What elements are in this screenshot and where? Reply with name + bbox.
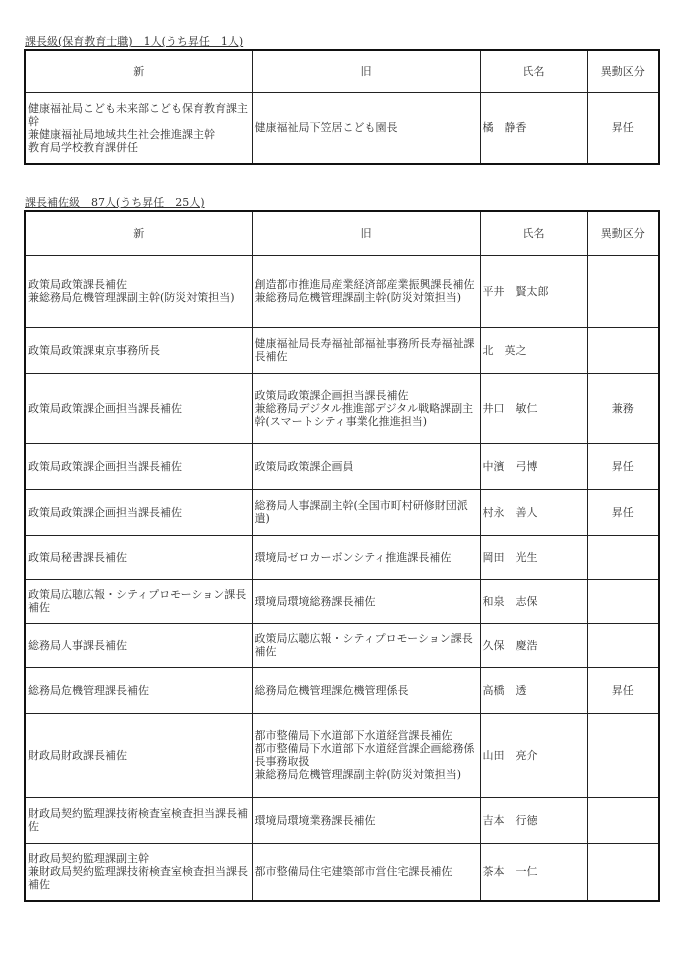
cell-old-position: 健康福祉局長寿福祉部福祉事務所長寿福祉課長補佐 xyxy=(252,327,480,373)
table-row xyxy=(25,623,659,667)
cell-transfer-type: 昇任 xyxy=(587,667,659,713)
cell-name: 高橋 透 xyxy=(480,667,587,713)
cell-transfer-type: 昇任 xyxy=(587,92,659,164)
cell-new-position: 総務局危機管理課長補佐 xyxy=(25,667,252,713)
cell-old-position: 都市整備局住宅建築部市営住宅課長補佐 xyxy=(252,843,480,901)
cell-transfer-type xyxy=(587,797,659,843)
cell-old-position: 創造都市推進局産業経済部産業振興課長補佐 兼総務局危機管理課副主幹(防災対策担当) xyxy=(252,255,480,327)
table-row xyxy=(25,92,659,164)
table-row xyxy=(25,797,659,843)
cell-transfer-type xyxy=(587,713,659,797)
table-row xyxy=(25,843,659,901)
cell-old-position: 環境局環境総務課長補佐 xyxy=(252,579,480,623)
section-title-section-chief: 課長級(保育教育士職) 1人(うち昇任 1人) xyxy=(25,35,244,48)
table-row xyxy=(25,373,659,443)
cell-new-position: 政策局政策課長補佐 兼総務局危機管理課副主幹(防災対策担当) xyxy=(25,255,252,327)
cell-name: 中濱 弓博 xyxy=(480,443,587,489)
cell-old-position: 健康福祉局下笠居こども園長 xyxy=(252,92,480,164)
section-title-assistant-chief: 課長補佐級 87人(うち昇任 25人) xyxy=(25,196,205,209)
column-header-new: 新 xyxy=(25,211,252,255)
table-row xyxy=(25,443,659,489)
cell-name: 平井 賢太郎 xyxy=(480,255,587,327)
column-header-type: 異動区分 xyxy=(587,50,659,92)
column-header-name: 氏名 xyxy=(480,211,587,255)
cell-new-position: 健康福祉局こども未来部こども保育教育課主幹 兼健康福祉局地域共生社会推進課主幹 教育局学校教育課併任 xyxy=(25,92,252,164)
cell-new-position: 政策局広聴広報・シティプロモーション課長補佐 xyxy=(25,579,252,623)
cell-name: 村永 善人 xyxy=(480,489,587,535)
cell-transfer-type: 昇任 xyxy=(587,489,659,535)
cell-new-position: 政策局秘書課長補佐 xyxy=(25,535,252,579)
cell-transfer-type xyxy=(587,327,659,373)
cell-name: 橘 静香 xyxy=(480,92,587,164)
personnel-table-assistant-chief xyxy=(24,210,660,902)
cell-name: 吉本 行徳 xyxy=(480,797,587,843)
cell-name: 山田 亮介 xyxy=(480,713,587,797)
cell-old-position: 総務局危機管理課危機管理係長 xyxy=(252,667,480,713)
cell-name: 井口 敏仁 xyxy=(480,373,587,443)
cell-transfer-type: 兼務 xyxy=(587,373,659,443)
cell-new-position: 財政局財政課長補佐 xyxy=(25,713,252,797)
cell-old-position: 総務局人事課副主幹(全国市町村研修財団派遣) xyxy=(252,489,480,535)
personnel-table-section-chief xyxy=(24,49,660,165)
column-header-new: 新 xyxy=(25,50,252,92)
table-row xyxy=(25,535,659,579)
cell-new-position: 財政局契約監理課技術検査室検査担当課長補佐 xyxy=(25,797,252,843)
table-row xyxy=(25,579,659,623)
cell-name: 久保 慶浩 xyxy=(480,623,587,667)
column-header-old: 旧 xyxy=(252,211,480,255)
cell-new-position: 政策局政策課企画担当課長補佐 xyxy=(25,373,252,443)
cell-name: 茶本 一仁 xyxy=(480,843,587,901)
table-row xyxy=(25,255,659,327)
table-row xyxy=(25,489,659,535)
cell-old-position: 環境局ゼロカーボンシティ推進課長補佐 xyxy=(252,535,480,579)
table-header-row xyxy=(25,211,659,255)
cell-new-position: 政策局政策課企画担当課長補佐 xyxy=(25,443,252,489)
cell-new-position: 財政局契約監理課副主幹 兼財政局契約監理課技術検査室検査担当課長補佐 xyxy=(25,843,252,901)
cell-transfer-type xyxy=(587,843,659,901)
cell-old-position: 環境局環境業務課長補佐 xyxy=(252,797,480,843)
cell-old-position: 政策局広聴広報・シティプロモーション課長補佐 xyxy=(252,623,480,667)
cell-old-position: 都市整備局下水道部下水道経営課長補佐 都市整備局下水道部下水道経営課企画総務係長事務取扱 兼総務局危機管理課副主幹(防災対策担当) xyxy=(252,713,480,797)
cell-new-position: 政策局政策課東京事務所長 xyxy=(25,327,252,373)
cell-name: 和泉 志保 xyxy=(480,579,587,623)
column-header-type: 異動区分 xyxy=(587,211,659,255)
table-row xyxy=(25,327,659,373)
cell-new-position: 政策局政策課企画担当課長補佐 xyxy=(25,489,252,535)
cell-transfer-type xyxy=(587,579,659,623)
table-row xyxy=(25,667,659,713)
table-row xyxy=(25,713,659,797)
cell-name: 北 英之 xyxy=(480,327,587,373)
cell-old-position: 政策局政策課企画員 xyxy=(252,443,480,489)
cell-name: 岡田 光生 xyxy=(480,535,587,579)
column-header-name: 氏名 xyxy=(480,50,587,92)
table-header-row xyxy=(25,50,659,92)
cell-new-position: 総務局人事課長補佐 xyxy=(25,623,252,667)
cell-old-position: 政策局政策課企画担当課長補佐 兼総務局デジタル推進部デジタル戦略課副主幹(スマートシティ事業化推進担当) xyxy=(252,373,480,443)
column-header-old: 旧 xyxy=(252,50,480,92)
cell-transfer-type xyxy=(587,623,659,667)
cell-transfer-type xyxy=(587,255,659,327)
cell-transfer-type: 昇任 xyxy=(587,443,659,489)
cell-transfer-type xyxy=(587,535,659,579)
